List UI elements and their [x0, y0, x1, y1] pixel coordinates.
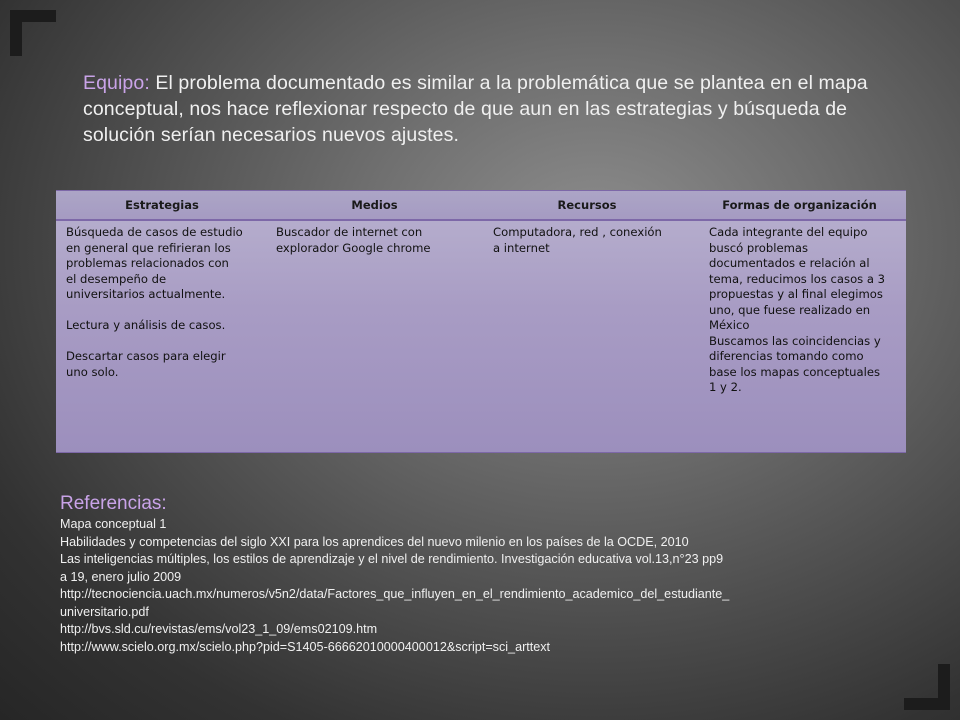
corner-decoration-top-left-vertical	[10, 10, 22, 56]
intro-label: Equipo:	[83, 72, 150, 94]
header-medios: Medios	[268, 191, 481, 220]
header-recursos: Recursos	[481, 191, 693, 220]
reference-line: Mapa conceptual 1	[60, 517, 167, 531]
header-formas-de-organizacion: Formas de organización	[693, 191, 906, 220]
cell-formas-de-organizacion: Cada integrante del equipo buscó problemas documentados e relación al tema, reducimos los casos a 3 propuestas y al final elegimos uno, que fuese realizado en México Buscamos las coincidencias y diferencias tomando como base los mapas conceptuales 1 y 2.	[709, 225, 886, 394]
reference-link-continued[interactable]: universitario.pdf	[60, 604, 149, 619]
reference-line: a 19, enero julio 2009	[60, 569, 182, 584]
references-section	[60, 491, 920, 656]
reference-line: Habilidades y competencias del siglo XXI para los aprendices del nuevo milenio en los países de la OCDE, 2010	[60, 534, 689, 549]
strategy-table	[56, 190, 906, 453]
reference-link[interactable]: http://www.scielo.org.mx/scielo.php?pid=S1405-66662010000400012&script=sci_arttext	[60, 639, 551, 654]
references-title: Referencias:	[60, 493, 167, 514]
table-header-row	[56, 191, 906, 220]
reference-link[interactable]: http://bvs.sld.cu/revistas/ems/vol23_1_09/ems02109.htm	[60, 622, 378, 636]
table-row	[56, 220, 906, 452]
cell-recursos: Computadora, red , conexión a internet	[493, 225, 662, 255]
header-estrategias: Estrategias	[56, 191, 268, 220]
cell-medios: Buscador de internet con explorador Google chrome	[276, 225, 431, 255]
reference-link[interactable]: http://tecnociencia.uach.mx/numeros/v5n2/data/Factores_que_influyen_en_el_rendimiento_academico_del_estudiante_	[60, 587, 730, 601]
reference-line: Las inteligencias múltiples, los estilos de aprendizaje y el nivel de rendimiento. Investigación educativa vol.13,n°23 pp9	[60, 552, 724, 566]
intro-text: El problema documentado es similar a la problemática que se plantea en el mapa conceptual, nos hace reflexionar respecto de que aun en las estrategias y búsqueda de solución serían necesarios nuevos ajustes.	[83, 72, 868, 146]
corner-decoration-bottom-right-vertical	[938, 664, 950, 710]
cell-estrategias: Búsqueda de casos de estudio en general que refirieran los problemas relacionados con el desempeño de universitarios actualmente. Lectura y análisis de casos. Descartar casos para elegir uno solo.	[66, 225, 243, 379]
intro-paragraph	[83, 70, 923, 148]
